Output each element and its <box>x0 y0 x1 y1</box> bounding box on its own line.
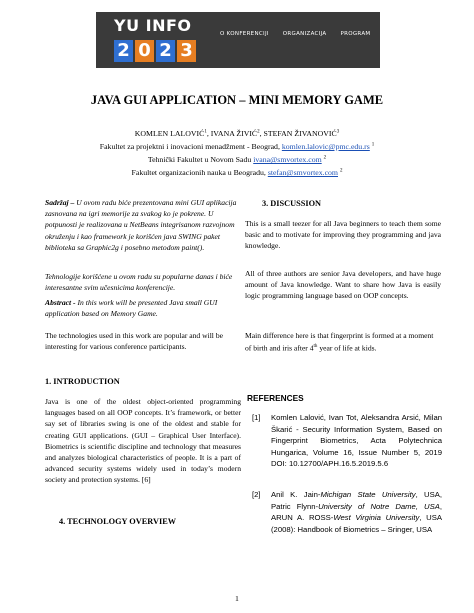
affiliation-text: Fakultet za projektni i inovacioni menadžment - Beograd, <box>99 142 282 151</box>
author-name: KOMLEN LALOVIĆ <box>134 129 205 138</box>
discussion-text: Main difference here is that fingerprint is formed at a moment of birth and iris after 4 <box>245 331 434 353</box>
affiliation-3 <box>0 168 474 177</box>
conference-banner <box>96 12 380 68</box>
email-link[interactable]: stefan@smvortex.com <box>267 168 338 177</box>
discussion-paragraph-3 <box>245 330 441 354</box>
reference-number: [2] <box>252 490 261 499</box>
author-line <box>0 129 474 138</box>
reference-text <box>271 489 442 535</box>
year-digit: 0 <box>135 40 154 62</box>
abstract-text: In this work will be presented Java small GUI application based on Memory Game. <box>45 298 218 319</box>
discussion-text: year of life at kids. <box>317 343 377 353</box>
reference-item <box>252 489 442 535</box>
reference-segment: , USA (2008): Handbook of Biometrics – Sringer, USA <box>271 513 442 534</box>
section-heading-references: REFERENCES <box>247 393 304 403</box>
affiliation-2 <box>0 155 474 164</box>
author-sup: 3 <box>336 129 340 135</box>
abstract-label: Abstract - <box>45 298 76 307</box>
sadrzaj-block <box>45 197 241 253</box>
reference-segment: University of Notre Dame, USA <box>318 501 440 511</box>
reference-item <box>252 412 442 470</box>
section-heading-technology-overview: 4. TECHNOLOGY OVERVIEW <box>59 517 177 526</box>
email-link[interactable]: ivana@smvortex.com <box>253 155 322 164</box>
email-link[interactable]: komlen.lalovic@pmc.edu.rs <box>281 142 370 151</box>
introduction-text: Java is one of the oldest object-oriented programming languages based on all OOP concepts. It’s framework, or better say set of libraries swing is one of the oldest and stable for creating GUI applications. (GUI – Graphical User Interface). Biometrics is scientific discipline and technology that measures and analyzes biological characteristics of people. It is a part of advanced security systems widely used in today’s modern society and protection systems. [6] <box>45 397 241 485</box>
affiliation-sup: 2 <box>323 155 327 161</box>
affiliation-1 <box>0 142 474 151</box>
reference-segment: Anil K. Jain- <box>271 490 321 499</box>
paper-title: JAVA GUI APPLICATION – MINI MEMORY GAME <box>90 93 384 107</box>
sadrzaj-label: Sadržaj – <box>45 198 75 207</box>
banner-title: YU INFO <box>114 16 192 35</box>
year-digit: 3 <box>177 40 196 62</box>
nav-item-o-konferenciji[interactable]: O KONFERENCIJI <box>220 31 269 37</box>
page-number: 1 <box>235 594 239 603</box>
section-heading-discussion: 3. DISCUSSION <box>262 199 322 208</box>
reference-segment: , ARUN A. ROSS- <box>271 501 442 523</box>
reference-segment: Michigan State University <box>320 490 416 499</box>
discussion-paragraph-1: This is a small teezer for all Java beginners to teach them some basic and to motivate for improving they programming and java knowledge. <box>245 219 441 251</box>
affiliation-sup: 2 <box>339 168 343 174</box>
ordinal-sup: th <box>313 344 318 350</box>
banner-year <box>114 40 196 62</box>
reference-number: [1] <box>252 413 261 422</box>
reference-text: Komlen Lalović, Ivan Tot, Aleksandra Arsić, Milan Škarić - Security Information System, Based on Fingerprint Biometrics, Acta Polytechnica Hungarica, Volume 16, Issue Number 5, 2019 DOI: 10.12700/APH.16.5.2019.5.6 <box>271 413 442 469</box>
abstract-block <box>45 297 241 319</box>
author-sup: 1 <box>204 129 207 135</box>
affiliation-sup: 1 <box>371 142 375 148</box>
year-digit: 2 <box>156 40 175 62</box>
affiliation-text: Fakultet organizacionih nauka u Beogradu, <box>131 168 268 177</box>
author-sup: 2 <box>257 129 260 135</box>
author-name: , IVANA ŽIVIĆ <box>206 129 258 138</box>
section-heading-introduction: 1. INTRODUCTION <box>45 377 120 386</box>
affiliation-text: Tehnički Fakultet u Novom Sadu <box>147 155 254 164</box>
year-digit: 2 <box>114 40 133 62</box>
author-name: , STEFAN ŽIVANOVIĆ <box>259 129 337 138</box>
sadrzaj-text: U ovom radu biće prezentovana mini GUI aplikacija zasnovana na igri memorije za svakog ko je pokrene. U potpunosti je realizovana u NetBeans integrisanom razvojnom okruženju i kao framework je korišćen java SWING paket biblioteka sa Graphic2g i posebno metodom paint(). <box>45 198 237 252</box>
technologies-paragraph: The technologies used in this work are popular and will be interesting for various conference participants. <box>45 331 223 352</box>
nav-item-program[interactable]: PROGRAM <box>340 31 371 37</box>
reference-segment: West Virginia University <box>333 513 420 523</box>
sadrzaj-paragraph-2: Tehnologije korišćene u ovom radu su popularne danas i biće interesantne svim učesnicima konferencije. <box>45 272 233 293</box>
discussion-paragraph-2: All of three authors are senior Java developers, and have huge amount of Java knowledge. Want to share how Java is easily logic programming language based on OOP concepts. <box>245 269 441 301</box>
nav-item-organizacija[interactable]: ORGANIZACIJA <box>282 31 327 37</box>
banner-nav <box>220 31 370 37</box>
reference-segment: , USA, Patric Flynn- <box>271 490 442 511</box>
